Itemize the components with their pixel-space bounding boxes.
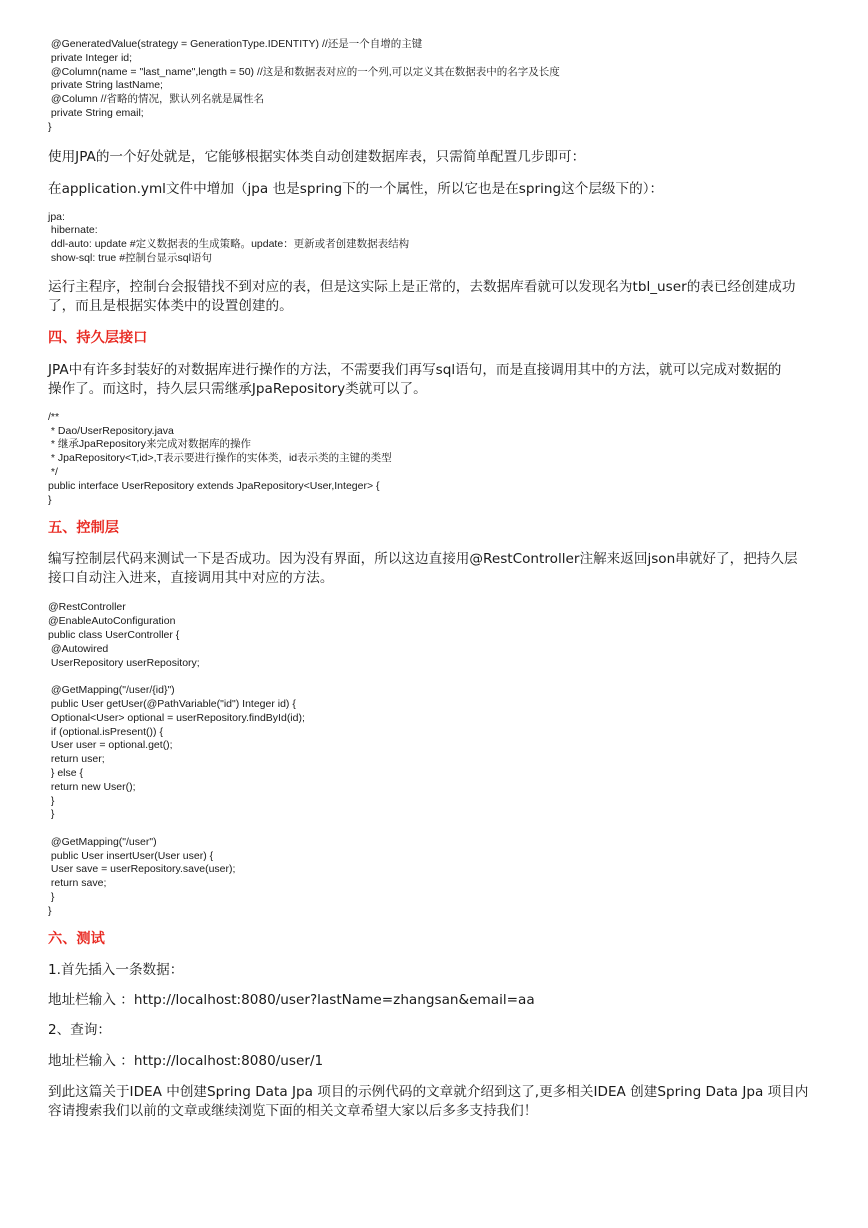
paragraph-controller-intro [48,550,820,588]
code-line: @GetMapping("/user") [48,835,157,848]
section-heading-5: 五、控制层 [48,520,119,537]
code-line: return new User(); [48,780,136,793]
code-block-repository [48,411,820,508]
code-line: * 继承JpaRepository来完成对数据库的操作 [48,438,252,451]
paragraph-line: JPA中有许多封装好的对数据库进行操作的方法，不需要我们再写sql语句，而是直接调用其中的方法，就可以完成对数据的 [48,361,782,378]
paragraph-line: 操作了。而这时，持久层只需继承JpaRepository类就可以了。 [48,380,427,397]
paragraph-insert-url: 地址栏输入 ：http://localhost:8080/user?lastName=zhangsan&email=aa [48,991,535,1008]
code-line: } [48,794,55,807]
code-line: @Autowired [48,642,109,655]
code-block-entity [48,38,820,135]
code-line: private String lastName; [48,79,163,92]
code-line: public interface UserRepository extends JpaRepository<User,Integer> { [48,479,380,492]
code-line: Optional<User> optional = userRepository.findById(id); [48,711,305,724]
paragraph-query-step: 2、查询： [48,1021,112,1038]
code-line: if (optional.isPresent()) { [48,725,163,738]
paragraph-repository-intro [48,361,820,399]
code-line: public User getUser(@PathVariable("id") Integer id) { [48,697,296,710]
code-line: show-sql: true #控制台显示sql语句 [48,251,212,264]
code-line: @Column //省略的情况，默认列名就是属性名 [48,93,265,106]
paragraph-run-main [48,278,820,316]
code-line: User user = optional.get(); [48,739,173,752]
paragraph-jpa-benefit: 使用JPA的一个好处就是，它能够根据实体类自动创建数据库表，只需简单配置几步即可： [48,148,586,165]
code-line: private Integer id; [48,51,133,64]
article-page [48,38,820,1121]
code-line: private String email; [48,106,144,119]
code-block-yml [48,211,820,266]
code-line: @GetMapping("/user/{id}") [48,684,175,697]
paragraph-closing [48,1083,820,1121]
code-line: */ [48,465,58,478]
code-line: return user; [48,753,105,766]
code-block-controller [48,601,820,918]
code-line: public User insertUser(User user) { [48,849,214,862]
paragraph-line: 运行主程序，控制台会报错找不到对应的表，但是这实际上是正常的，去数据库看就可以发现名为tbl_user的表已经创建成功 [48,278,796,295]
paragraph-line: 编写控制层代码来测试一下是否成功。因为没有界面，所以这边直接用@RestController注解来返回json串就好了，把持久层 [48,551,798,568]
paragraph-line: 容请搜索我们以前的文章或继续浏览下面的相关文章希望大家以后多多支持我们！ [48,1102,538,1119]
code-line: jpa: [48,210,65,223]
code-line: * JpaRepository<T,id>,T表示要进行操作的实体类，id表示类的主键的类型 [48,452,392,465]
paragraph-line: 了，而且是根据实体类中的设置创建的。 [48,297,293,314]
code-line: @GeneratedValue(strategy = GenerationType.IDENTITY) //还是一个自增的主键 [48,38,423,50]
section-heading-4: 四、持久层接口 [48,329,148,346]
code-line: /** [48,410,60,423]
section-heading-6: 六、测试 [48,930,105,947]
code-line: @RestController [48,601,126,614]
code-line: } [48,120,52,133]
paragraph-yml-config: 在application.yml文件中增加（jpa 也是spring下的一个属性，所以它也是在spring这个层级下的）： [48,180,664,197]
code-line: @EnableAutoConfiguration [48,615,176,628]
paragraph-insert-step: 1.首先插入一条数据： [48,961,184,978]
code-line: } else { [48,766,84,779]
code-line: } [48,904,52,917]
code-line: ddl-auto: update #定义数据表的生成策略。update：更新或者创建数据表结构 [48,238,410,251]
paragraph-query-url: 地址栏输入 ：http://localhost:8080/user/1 [48,1052,324,1069]
code-line: } [48,891,55,904]
code-line: UserRepository userRepository; [48,656,200,669]
code-line: hibernate: [48,224,98,237]
code-line: User save = userRepository.save(user); [48,863,236,876]
code-line: @Column(name = "last_name",length = 50) //这是和数据表对应的一个列,可以定义其在数据表中的名字及长度 [48,65,560,78]
code-line: } [48,493,52,506]
code-line: return save; [48,877,107,890]
code-line: * Dao/UserRepository.java [48,424,174,437]
code-line: public class UserController { [48,628,180,641]
paragraph-line: 接口自动注入进来，直接调用其中对应的方法。 [48,570,334,587]
paragraph-line: 到此这篇关于IDEA 中创建Spring Data Jpa 项目的示例代码的文章就介绍到这了,更多相关IDEA 创建Spring Data Jpa 项目内 [48,1083,809,1100]
code-line: } [48,808,55,821]
